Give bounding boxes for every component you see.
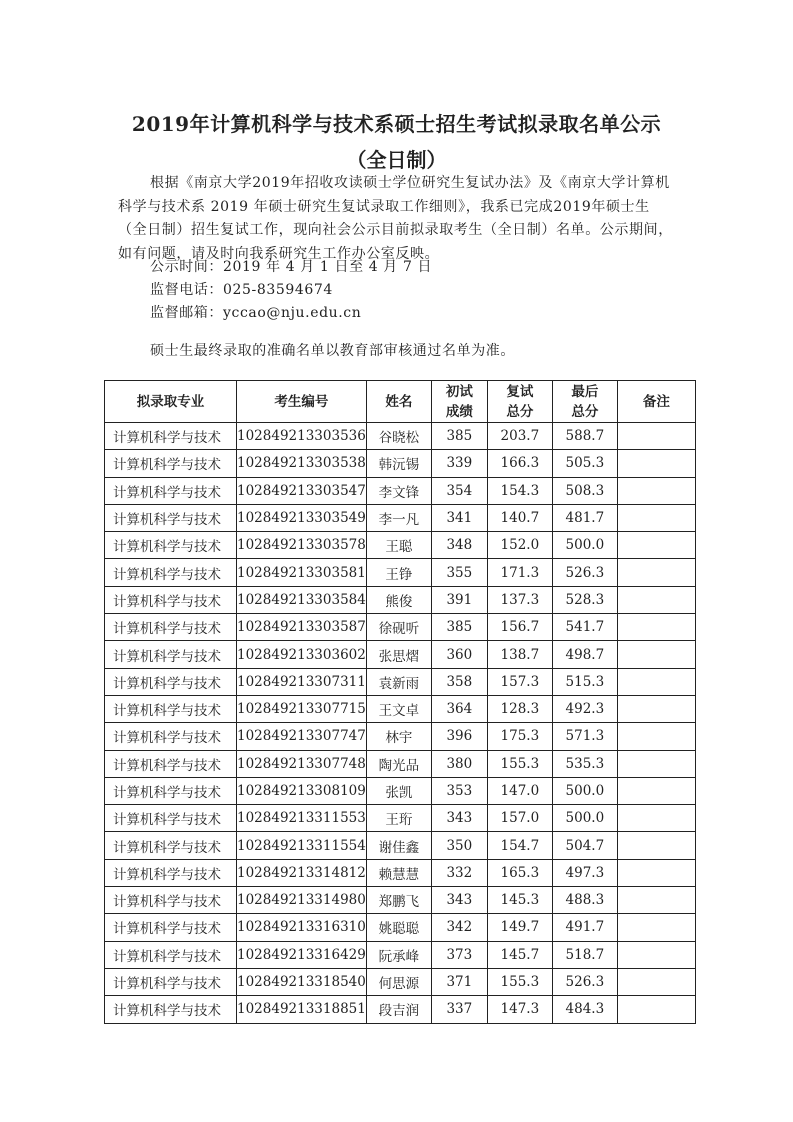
table-row (105, 723, 696, 750)
header-initial-score: 初试 成绩 (431, 381, 487, 423)
name-cell: 张思熠 (366, 641, 431, 668)
remarks-cell (617, 750, 695, 777)
candidate-id-cell: 102849213303538 (237, 450, 367, 477)
final-score-cell: 526.3 (552, 559, 617, 586)
name-cell: 王文卓 (366, 695, 431, 722)
table-row (105, 968, 696, 995)
candidate-id-cell: 102849213311553 (237, 805, 367, 832)
header-retest-score: 复试 总分 (487, 381, 552, 423)
final-score-cell: 588.7 (552, 423, 617, 450)
final-score-cell: 541.7 (552, 614, 617, 641)
candidate-id-cell: 102849213314812 (237, 859, 367, 886)
initial-score-cell: 342 (431, 914, 487, 941)
page-subtitle: （全日制） (346, 148, 447, 172)
name-cell: 王铮 (366, 559, 431, 586)
remarks-cell (617, 586, 695, 613)
name-cell: 王珩 (366, 805, 431, 832)
retest-score-cell: 155.3 (487, 750, 552, 777)
retest-score-cell: 152.0 (487, 532, 552, 559)
remarks-cell (617, 777, 695, 804)
candidate-id-cell: 102849213314980 (237, 887, 367, 914)
initial-score-cell: 350 (431, 832, 487, 859)
final-score-cell: 498.7 (552, 641, 617, 668)
candidate-id-cell: 102849213303536 (237, 423, 367, 450)
table-row (105, 914, 696, 941)
candidate-id-cell: 102849213307311 (237, 668, 367, 695)
candidate-id-cell: 102849213307747 (237, 723, 367, 750)
name-cell: 徐砚听 (366, 614, 431, 641)
major-cell: 计算机科学与技术 (105, 805, 237, 832)
final-score-cell: 528.3 (552, 586, 617, 613)
major-cell: 计算机科学与技术 (105, 941, 237, 968)
major-cell: 计算机科学与技术 (105, 477, 237, 504)
initial-score-cell: 358 (431, 668, 487, 695)
table-row (105, 614, 696, 641)
major-cell: 计算机科学与技术 (105, 668, 237, 695)
candidate-id-cell: 102849213308109 (237, 777, 367, 804)
candidate-id-cell: 102849213307715 (237, 695, 367, 722)
retest-score-cell: 166.3 (487, 450, 552, 477)
remarks-cell (617, 695, 695, 722)
remarks-cell (617, 805, 695, 832)
remarks-cell (617, 859, 695, 886)
final-score-cell: 515.3 (552, 668, 617, 695)
candidate-id-cell: 102849213303578 (237, 532, 367, 559)
major-cell: 计算机科学与技术 (105, 423, 237, 450)
major-cell: 计算机科学与技术 (105, 723, 237, 750)
name-cell: 段吉润 (366, 996, 431, 1023)
header-remarks: 备注 (617, 381, 695, 423)
retest-score-cell: 171.3 (487, 559, 552, 586)
retest-score-cell: 203.7 (487, 423, 552, 450)
retest-score-cell: 155.3 (487, 968, 552, 995)
retest-score-cell: 157.3 (487, 668, 552, 695)
final-score-cell: 497.3 (552, 859, 617, 886)
remarks-cell (617, 996, 695, 1023)
initial-score-cell: 353 (431, 777, 487, 804)
header-final-score: 最后 总分 (552, 381, 617, 423)
initial-score-cell: 354 (431, 477, 487, 504)
table-row (105, 695, 696, 722)
name-cell: 熊俊 (366, 586, 431, 613)
initial-score-cell: 371 (431, 968, 487, 995)
remarks-cell (617, 641, 695, 668)
table-row (105, 450, 696, 477)
remarks-cell (617, 450, 695, 477)
remarks-cell (617, 423, 695, 450)
remarks-cell (617, 914, 695, 941)
initial-score-cell: 385 (431, 423, 487, 450)
major-cell: 计算机科学与技术 (105, 777, 237, 804)
initial-score-cell: 341 (431, 504, 487, 531)
name-cell: 张凯 (366, 777, 431, 804)
table-row (105, 941, 696, 968)
major-cell: 计算机科学与技术 (105, 614, 237, 641)
remarks-cell (617, 504, 695, 531)
name-cell: 谷晓松 (366, 423, 431, 450)
final-score-cell: 488.3 (552, 887, 617, 914)
major-cell: 计算机科学与技术 (105, 968, 237, 995)
remarks-cell (617, 941, 695, 968)
remarks-cell (617, 668, 695, 695)
initial-score-cell: 396 (431, 723, 487, 750)
name-cell: 李文锋 (366, 477, 431, 504)
name-cell: 林宇 (366, 723, 431, 750)
final-score-cell: 504.7 (552, 832, 617, 859)
candidate-id-cell: 102849213316429 (237, 941, 367, 968)
retest-score-cell: 175.3 (487, 723, 552, 750)
candidate-id-cell: 102849213316310 (237, 914, 367, 941)
candidate-id-cell: 102849213307748 (237, 750, 367, 777)
table-row (105, 750, 696, 777)
initial-score-cell: 391 (431, 586, 487, 613)
initial-score-cell: 364 (431, 695, 487, 722)
table-row (105, 532, 696, 559)
retest-score-cell: 147.3 (487, 996, 552, 1023)
major-cell: 计算机科学与技术 (105, 586, 237, 613)
table-row (105, 504, 696, 531)
admission-table (104, 380, 696, 1024)
remarks-cell (617, 559, 695, 586)
initial-score-cell: 337 (431, 996, 487, 1023)
name-cell: 谢佳鑫 (366, 832, 431, 859)
candidate-id-cell: 102849213303602 (237, 641, 367, 668)
retest-score-cell: 149.7 (487, 914, 552, 941)
retest-score-cell: 137.3 (487, 586, 552, 613)
major-cell: 计算机科学与技术 (105, 887, 237, 914)
name-cell: 阮承峰 (366, 941, 431, 968)
name-cell: 何思源 (366, 968, 431, 995)
candidate-id-cell: 102849213318540 (237, 968, 367, 995)
page-title: 2019年计算机科学与技术系硕士招生考试拟录取名单公示 (131, 112, 662, 136)
candidate-id-cell: 102849213303549 (237, 504, 367, 531)
initial-score-cell: 348 (431, 532, 487, 559)
header-major: 拟录取专业 (105, 381, 237, 423)
table-row (105, 477, 696, 504)
final-score-cell: 484.3 (552, 996, 617, 1023)
candidate-id-cell: 102849213303587 (237, 614, 367, 641)
retest-score-cell: 145.3 (487, 887, 552, 914)
header-name: 姓名 (366, 381, 431, 423)
candidate-id-cell: 102849213303584 (237, 586, 367, 613)
candidate-id-cell: 102849213311554 (237, 832, 367, 859)
final-score-cell: 491.7 (552, 914, 617, 941)
retest-score-cell: 128.3 (487, 695, 552, 722)
major-cell: 计算机科学与技术 (105, 832, 237, 859)
retest-score-cell: 157.0 (487, 805, 552, 832)
remarks-cell (617, 532, 695, 559)
remarks-cell (617, 968, 695, 995)
major-cell: 计算机科学与技术 (105, 859, 237, 886)
name-cell: 陶光品 (366, 750, 431, 777)
remarks-cell (617, 887, 695, 914)
final-list-note: 硕士生最终录取的准确名单以教育部审核通过名单为准。 (150, 343, 515, 359)
name-cell: 李一凡 (366, 504, 431, 531)
name-cell: 王聪 (366, 532, 431, 559)
name-cell: 袁新雨 (366, 668, 431, 695)
retest-score-cell: 138.7 (487, 641, 552, 668)
initial-score-cell: 332 (431, 859, 487, 886)
retest-score-cell: 140.7 (487, 504, 552, 531)
final-score-cell: 571.3 (552, 723, 617, 750)
remarks-cell (617, 832, 695, 859)
retest-score-cell: 154.7 (487, 832, 552, 859)
major-cell: 计算机科学与技术 (105, 532, 237, 559)
major-cell: 计算机科学与技术 (105, 504, 237, 531)
table-row (105, 423, 696, 450)
final-score-cell: 508.3 (552, 477, 617, 504)
final-score-cell: 500.0 (552, 777, 617, 804)
final-score-cell: 481.7 (552, 504, 617, 531)
initial-score-cell: 343 (431, 805, 487, 832)
supervision-email: 监督邮箱：yccao@nju.edu.cn (150, 305, 362, 321)
remarks-cell (617, 477, 695, 504)
initial-score-cell: 380 (431, 750, 487, 777)
remarks-cell (617, 723, 695, 750)
major-cell: 计算机科学与技术 (105, 695, 237, 722)
initial-score-cell: 360 (431, 641, 487, 668)
table-row (105, 559, 696, 586)
retest-score-cell: 147.0 (487, 777, 552, 804)
table-row (105, 805, 696, 832)
final-score-cell: 500.0 (552, 805, 617, 832)
final-score-cell: 526.3 (552, 968, 617, 995)
table-header-row (105, 381, 696, 423)
initial-score-cell: 339 (431, 450, 487, 477)
table-row (105, 777, 696, 804)
retest-score-cell: 156.7 (487, 614, 552, 641)
final-score-cell: 500.0 (552, 532, 617, 559)
candidate-id-cell: 102849213303581 (237, 559, 367, 586)
retest-score-cell: 145.7 (487, 941, 552, 968)
initial-score-cell: 355 (431, 559, 487, 586)
initial-score-cell: 343 (431, 887, 487, 914)
major-cell: 计算机科学与技术 (105, 996, 237, 1023)
retest-score-cell: 165.3 (487, 859, 552, 886)
name-cell: 韩沅锡 (366, 450, 431, 477)
major-cell: 计算机科学与技术 (105, 750, 237, 777)
remarks-cell (617, 614, 695, 641)
major-cell: 计算机科学与技术 (105, 641, 237, 668)
candidate-id-cell: 102849213303547 (237, 477, 367, 504)
header-candidate-id: 考生编号 (237, 381, 367, 423)
final-score-cell: 505.3 (552, 450, 617, 477)
final-score-cell: 535.3 (552, 750, 617, 777)
initial-score-cell: 385 (431, 614, 487, 641)
table-row (105, 887, 696, 914)
supervision-phone: 监督电话：025-83594674 (150, 282, 333, 298)
name-cell: 郑鹏飞 (366, 887, 431, 914)
table-row (105, 996, 696, 1023)
major-cell: 计算机科学与技术 (105, 450, 237, 477)
name-cell: 姚聪聪 (366, 914, 431, 941)
final-score-cell: 492.3 (552, 695, 617, 722)
candidate-id-cell: 102849213318851 (237, 996, 367, 1023)
table-row (105, 586, 696, 613)
major-cell: 计算机科学与技术 (105, 914, 237, 941)
publicity-period: 公示时间：2019 年 4 月 1 日至 4 月 7 日 (150, 259, 433, 275)
final-score-cell: 518.7 (552, 941, 617, 968)
table-row (105, 641, 696, 668)
table-row (105, 832, 696, 859)
table-row (105, 859, 696, 886)
major-cell: 计算机科学与技术 (105, 559, 237, 586)
table-row (105, 668, 696, 695)
initial-score-cell: 373 (431, 941, 487, 968)
name-cell: 赖慧慧 (366, 859, 431, 886)
retest-score-cell: 154.3 (487, 477, 552, 504)
intro-paragraph: 根据《南京大学2019年招收攻读硕士学位研究生复试办法》及《南京大学计算机科学与技术系 2019 年硕士研究生复试录取工作细则》，我系已完成2019年硕士生（全日制）招生复试工作，现向社会公示目前拟录取考生（全日制）名单。公示期间，如有问题，请及时向我系研究生工作办公室反映。 (118, 175, 673, 262)
